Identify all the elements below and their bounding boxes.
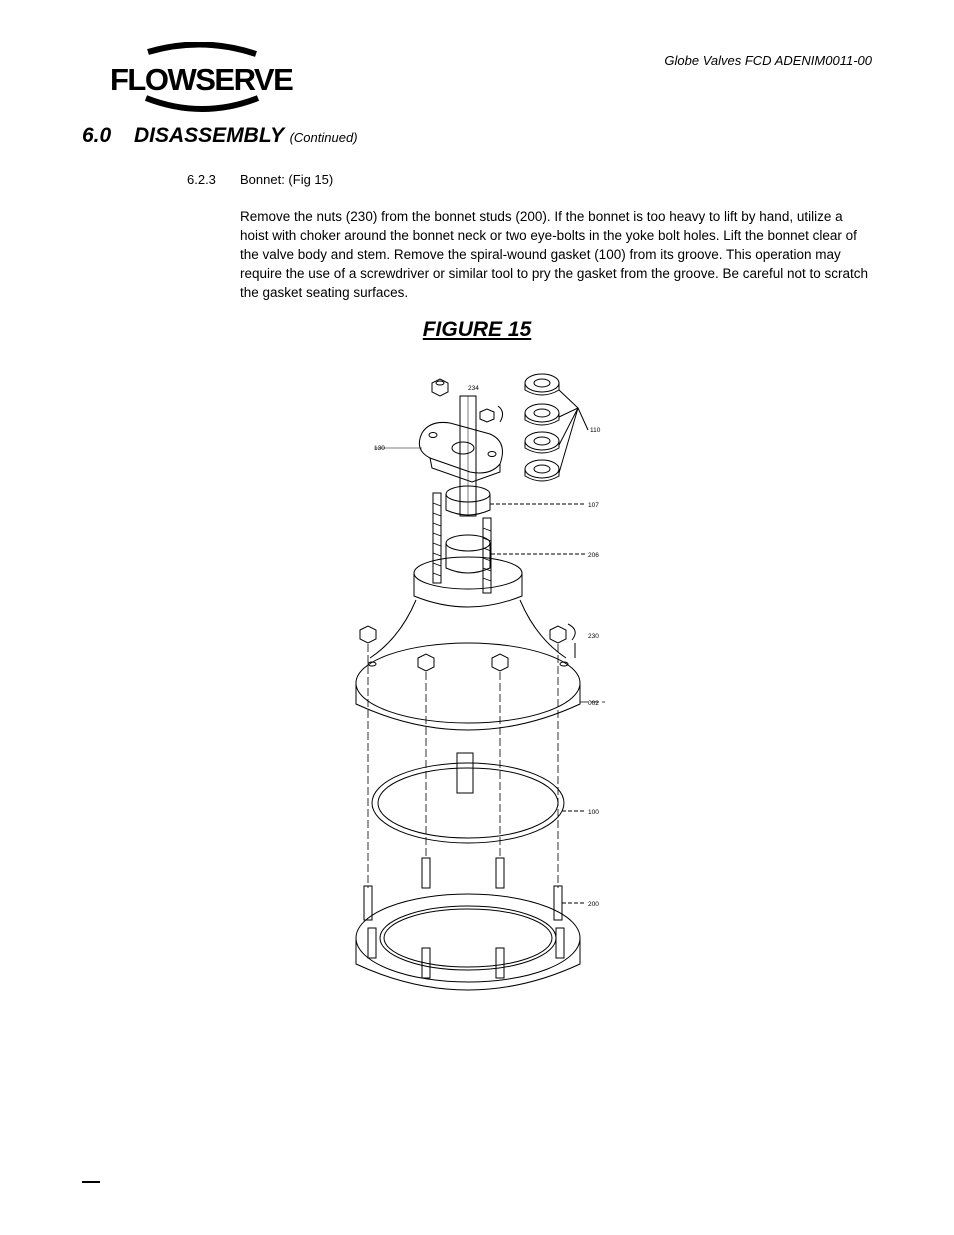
subsection-title: Bonnet: (Fig 15) [240, 172, 334, 187]
label-200: 200 [588, 901, 599, 908]
figure-title: FIGURE 15 [422, 318, 532, 341]
label-100: 100 [588, 809, 599, 816]
valve-exploded-drawing [330, 368, 630, 1008]
label-107: 107 [588, 502, 599, 509]
top-nut-icon [432, 379, 448, 396]
document-id: Globe Valves FCD ADENIM0011-00 [664, 53, 872, 68]
label-206: 206 [588, 552, 599, 559]
body-flange [356, 894, 580, 990]
packing-rings [525, 374, 588, 481]
footer-rule [82, 1181, 100, 1183]
section-heading [82, 124, 358, 148]
gland-flange [419, 422, 502, 482]
section-title: DISASSEMBLY [134, 124, 284, 147]
section-number: 6.0 [82, 124, 112, 147]
subsection-body: Remove the nuts (230) from the bonnet studs (200). If the bonnet is too heavy to lift by hand, utilize a hoist with choker around the bonnet neck or two eye-bolts in the yoke bolt holes. Lift the bonnet clear of the valve body and stem. Remove the spiral-wound gasket (100) from its groove. This operation may require the use of a screwdriver or similar tool to pry the gasket from the groove. Be careful not to scratch the gasket seating surfaces. [240, 209, 869, 300]
label-130: 130 [374, 445, 385, 452]
label-230: 230 [588, 633, 599, 640]
label-234: 234 [468, 385, 479, 392]
spiral-gasket [372, 763, 564, 843]
section-continued: (Continued) [289, 130, 358, 145]
subsection-number: 6.2.3 [187, 172, 216, 187]
bonnet-body [356, 557, 580, 730]
label-110: 110 [590, 427, 601, 434]
flowserve-logo [110, 42, 295, 122]
svg-text:FLOWSERVE: FLOWSERVE [110, 62, 293, 97]
label-002: 002 [588, 700, 599, 707]
